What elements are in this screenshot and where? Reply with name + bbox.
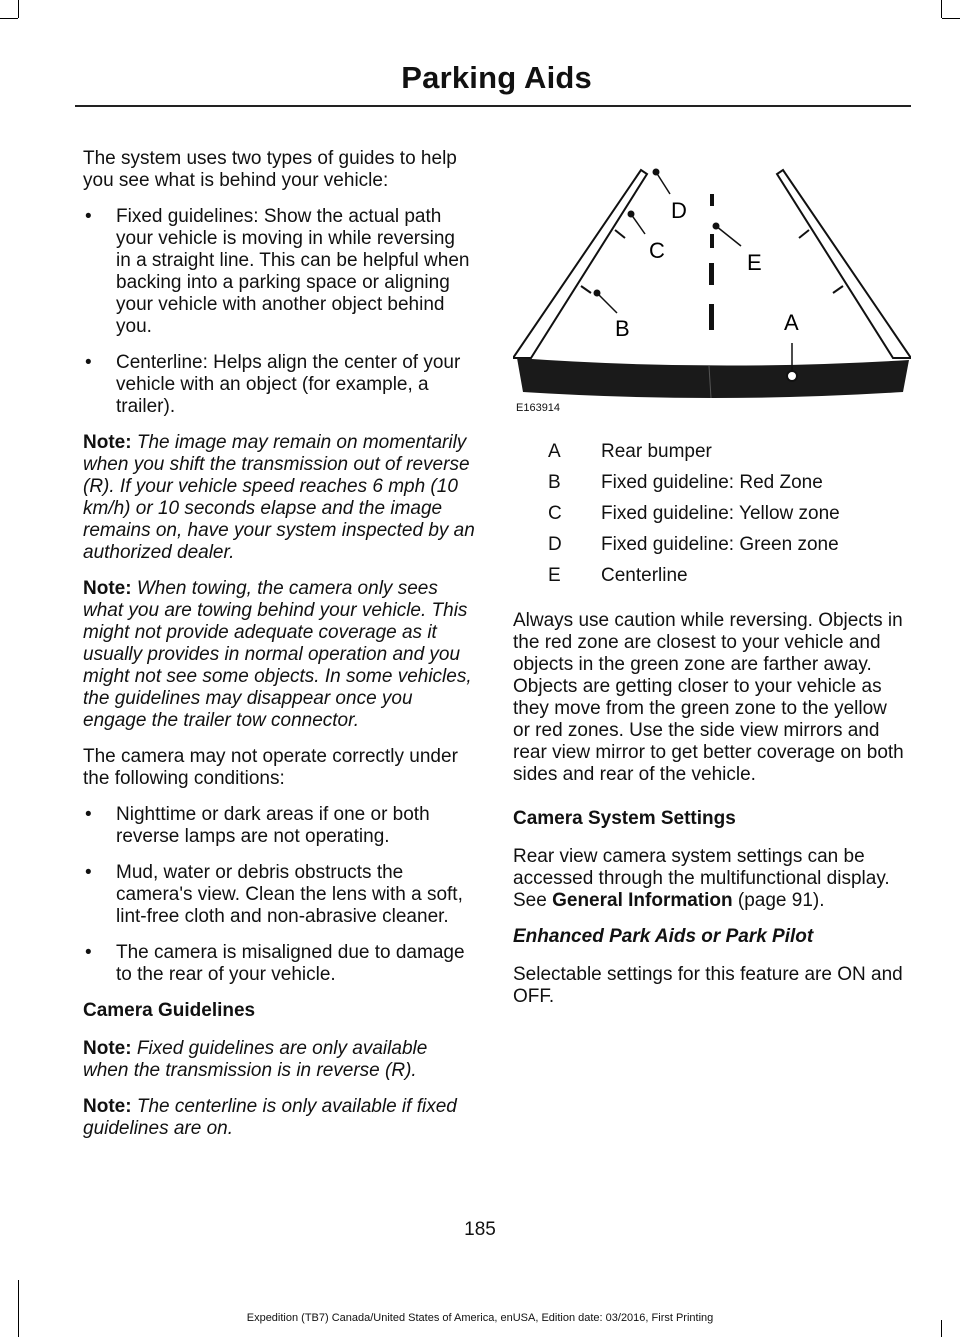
legend-row: [548, 472, 888, 503]
legend-row: [548, 503, 888, 534]
legend-row: [548, 534, 888, 565]
caution-paragraph: Always use caution while reversing. Objects in the red zone are closest to your vehicle and objects in the green zone are farther away. Objects are getting closer to your vehicle as they move from the green zone to the yellow or red zones. Use the side view mirrors and rear view mirror to get better coverage on both sides and rear of the vehicle.: [513, 610, 904, 785]
page-number: 185: [464, 1219, 496, 1240]
callout-label-d: D: [671, 198, 687, 223]
crop-mark-top-right: [941, 0, 942, 18]
callout-dot-e: [713, 223, 720, 230]
legend-desc: Fixed guideline: Green zone: [601, 534, 839, 555]
enhanced-paragraph: Selectable settings for this feature are ON and OFF.: [513, 964, 903, 1007]
note-label: Note:: [83, 1038, 132, 1059]
bullet-text: Fixed guidelines: Show the actual path your vehicle is moving in while reversing in a straight line. This can be helpful when backing into a parking space or aligning your vehicle with another object behind you.: [116, 206, 470, 337]
bullet-item: • Fixed guidelines: Show the actual path your vehicle is moving in while reversing in a straight line. This can be helpful when backing into a parking space or aligning your vehicle with another object behind you.: [85, 206, 470, 337]
section-heading-camera-system-settings: Camera System Settings: [513, 808, 736, 829]
section-heading-enhanced-park-aids: Enhanced Park Aids or Park Pilot: [513, 926, 814, 947]
note-text: The image may remain on momentarily when you shift the transmission out of reverse (R). If your vehicle speed reaches 6 mph (10 km/h) or 10 seconds elapse and the image remains on, have your system inspected by an authorized dealer.: [83, 432, 475, 563]
conditions-intro: The camera may not operate correctly under the following conditions:: [83, 746, 458, 789]
bullet-text: Nighttime or dark areas if one or both reverse lamps are not operating.: [116, 804, 430, 847]
bullet-item: • Nighttime or dark areas if one or both reverse lamps are not operating.: [85, 804, 430, 847]
crop-mark-top-right-h: [942, 18, 960, 19]
legend-row: [548, 441, 888, 472]
page-footer: Expedition (TB7) Canada/United States of America, enUSA, Edition date: 03/2016, First Printing: [246, 1312, 714, 1324]
callout-dot-a: [787, 371, 797, 381]
note-label: Note:: [83, 578, 132, 599]
callout-dot-d: [653, 169, 660, 176]
callout-leader-b: [597, 293, 617, 313]
bullet-item: • Mud, water or debris obstructs the camera's view. Clean the lens with a soft, lint-free cloth and non-abrasive cleaner.: [85, 862, 463, 927]
crop-mark-top-left-h: [0, 18, 18, 19]
centerline-dash: [709, 263, 714, 285]
note-paragraph: [83, 578, 475, 732]
note-text: When towing, the camera only sees what you are towing behind your vehicle. This might not provide adequate coverage as it usually provides in normal operation and you might not see some objects. In some vehicles, the guidelines may disappear once you engage the trailer tow connector.: [83, 578, 472, 731]
note-text: The centerline is only available if fixed guidelines are on.: [83, 1096, 457, 1139]
legend-key: A: [548, 441, 561, 462]
callout-label-b: B: [615, 316, 630, 341]
legend-key: E: [548, 565, 561, 586]
centerline-dash: [710, 234, 714, 248]
intro-paragraph: The system uses two types of guides to help you see what is behind your vehicle:: [83, 148, 457, 191]
callout-leader-e: [716, 226, 741, 246]
note-paragraph: [83, 432, 475, 564]
centerline-dash: [709, 304, 714, 330]
callout-leader-c: [631, 214, 645, 234]
right-guideline-tick: [833, 286, 843, 293]
general-information-link[interactable]: General Information: [552, 890, 733, 911]
legend-desc: Fixed guideline: Yellow zone: [601, 503, 840, 524]
legend-desc: Rear bumper: [601, 441, 712, 462]
bullet-item: • The camera is misaligned due to damage to the rear of your vehicle.: [85, 942, 465, 985]
section-heading-camera-guidelines: Camera Guidelines: [83, 1000, 256, 1021]
bullet-text: The camera is misaligned due to damage to the rear of your vehicle.: [116, 942, 465, 985]
settings-paragraph: [513, 846, 909, 912]
left-guideline-tick: [581, 286, 591, 293]
callout-label-a: A: [784, 310, 799, 335]
bullet-text: Mud, water or debris obstructs the camera's view. Clean the lens with a soft, lint-free cloth and non-abrasive cleaner.: [116, 862, 463, 927]
left-guideline-tick: [615, 230, 625, 238]
right-column: [513, 610, 909, 1022]
callout-label-e: E: [747, 250, 762, 275]
left-column: [83, 148, 475, 1154]
note-label: Note:: [83, 432, 132, 453]
page-title: Parking Aids: [401, 60, 592, 95]
note-paragraph: [83, 1096, 475, 1140]
callout-label-c: C: [649, 238, 665, 263]
settings-text: Rear view camera system settings can be accessed through the multifunctional display. See: [513, 846, 890, 911]
legend-desc: Fixed guideline: Red Zone: [601, 472, 823, 493]
callout-dot-c: [628, 211, 635, 218]
legend-desc: Centerline: [601, 565, 688, 586]
note-paragraph: [83, 1038, 475, 1082]
figure-legend: [548, 441, 888, 596]
figure-id: E163914: [516, 402, 561, 414]
callout-dot-b: [594, 290, 601, 297]
bullet-text: Centerline: Helps align the center of your vehicle with an object (for example, a trailer).: [116, 352, 461, 417]
legend-key: D: [548, 534, 562, 555]
right-guideline-tick: [799, 230, 809, 238]
legend-key: C: [548, 503, 562, 524]
crop-mark-bottom-left: [18, 1280, 19, 1337]
camera-guidelines-diagram: [513, 148, 911, 410]
note-text: Fixed guidelines are only available when the transmission is in reverse (R).: [83, 1038, 428, 1081]
header-divider: [75, 105, 911, 107]
settings-page-ref: (page 91).: [737, 890, 825, 911]
bullet-item: • Centerline: Helps align the center of your vehicle with an object (for example, a trailer).: [85, 352, 461, 417]
centerline-dash: [710, 194, 714, 206]
note-label: Note:: [83, 1096, 132, 1117]
rear-bumper: [517, 358, 909, 398]
crop-mark-top-left: [18, 0, 19, 18]
legend-key: B: [548, 472, 561, 493]
callout-leader-d: [656, 172, 670, 194]
legend-row: [548, 565, 888, 596]
